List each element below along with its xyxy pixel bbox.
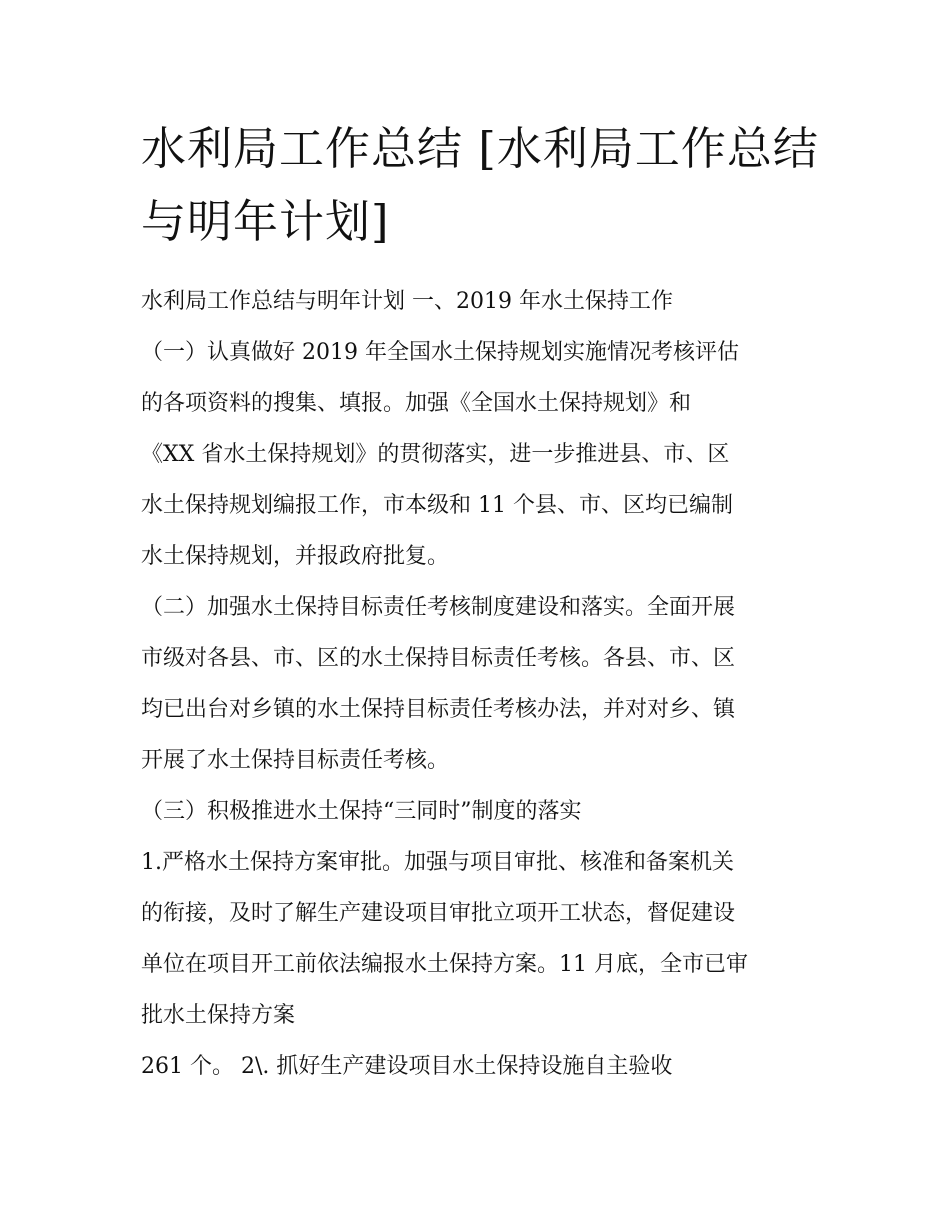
body-line: 1.严格水土保持方案审批。加强与项目审批、核准和备案机关: [141, 850, 734, 875]
body-line: 《XX 省水土保持规划》的贯彻落实，进一步推进县、市、区: [141, 442, 730, 467]
body-line: 水土保持规划，并报政府批复。: [141, 544, 450, 569]
body-line: 水利局工作总结与明年计划 一、2019 年水土保持工作: [141, 289, 673, 314]
body-line: 均已出台对乡镇的水土保持目标责任考核办法，并对对乡、镇: [141, 697, 736, 722]
body-line: 的各项资料的搜集、填报。加强《全国水土保持规划》和: [141, 391, 692, 416]
body-line: 水土保持规划编报工作，市本级和 11 个县、市、区均已编制: [141, 493, 733, 518]
document-title: 水利局工作总结 [水利局工作总结与明年计划]: [141, 122, 819, 248]
body-line: 开展了水土保持目标责任考核。: [141, 748, 450, 773]
body-line: （二）加强水土保持目标责任考核制度建设和落实。全面开展: [141, 595, 736, 620]
body-line: （三）积极推进水土保持“三同时”制度的落实: [141, 799, 582, 824]
document-body: [141, 276, 831, 1092]
body-line: 单位在项目开工前依法编报水土保持方案。11 月底，全市已审: [141, 952, 748, 977]
body-line: 的衔接，及时了解生产建设项目审批立项开工状态，督促建设: [141, 901, 736, 926]
body-line: 批水土保持方案: [141, 1003, 296, 1028]
body-line: 261 个。 2\. 抓好生产建设项目水土保持设施自主验收: [141, 1054, 673, 1079]
body-line: 市级对各县、市、区的水土保持目标责任考核。各县、市、区: [141, 646, 736, 671]
body-line: （一）认真做好 2019 年全国水土保持规划实施情况考核评估: [141, 340, 739, 365]
